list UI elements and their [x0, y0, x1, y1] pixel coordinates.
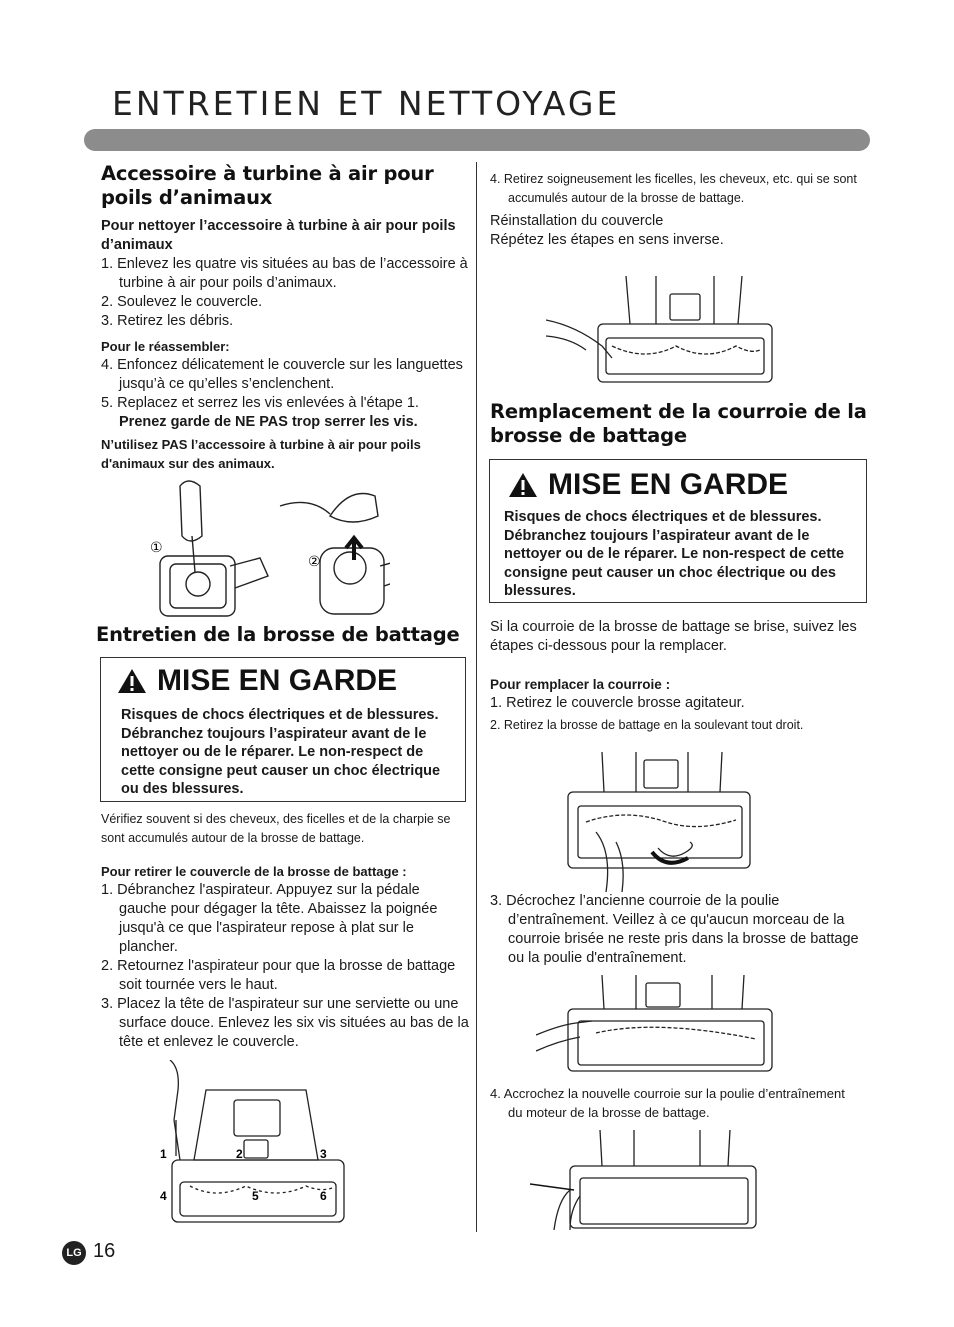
- lg-logo: LG: [62, 1241, 86, 1265]
- turbine-step: 2. Soulevez le couvercle.: [101, 294, 263, 310]
- turbine-heading: Accessoire à turbine à air pour poils d’animaux: [101, 162, 434, 209]
- page-number: 16: [93, 1240, 116, 1262]
- brush-lift-illustration: [566, 752, 756, 892]
- warning-box-right: [489, 459, 867, 603]
- right-step-4: 4. Retirez soigneusement les ficelles, les cheveux, etc. qui se sont accumulés autour de la brosse de battage.: [490, 172, 857, 205]
- belt-step-3: 3. Décrochez l’ancienne courroie de la poulie d’entraînement. Veillez à ce qu'aucun morceau de la courroie brisée ne reste pris dans la brosse de battage ou la poulie d'entraînement.: [490, 893, 859, 966]
- warning-triangle-icon: [508, 472, 538, 498]
- screw-label-1: 1: [160, 1147, 167, 1161]
- screw-label-2: 2: [236, 1147, 243, 1161]
- brush-remove-step: 1. Débranchez l'aspirateur. Appuyez sur la pédale gauche pour dégager la tête. Abaissez la poignée jusqu'à ce que l'aspirateur repose à plat sur le plancher.: [101, 882, 438, 955]
- screw-label-4: 4: [160, 1189, 167, 1203]
- screw-label-5: 5: [252, 1189, 259, 1203]
- belt-step-1: 1. Retirez le couvercle brosse agitateur.: [490, 695, 745, 711]
- screw-label-3: 3: [320, 1147, 327, 1161]
- brush-check-text: Vérifiez souvent si des cheveux, des ficelles et de la charpie se sont accumulés autour de la brosse de battage.: [101, 812, 451, 845]
- warning-text: Risques de chocs électriques et de blessures. Débranchez toujours l’aspirateur avant de le nettoyer ou de le réparer. Le non-respect de cette consigne peut causer un choc électrique ou des blessures.: [504, 509, 845, 599]
- brush-remove-step: 2. Retournez l'aspirateur pour que la brosse de battage soit tournée vers le haut.: [101, 958, 456, 993]
- belt-hook-illustration: [530, 1130, 760, 1230]
- turbine-step: 5. Replacez et serrez les vis enlevées à l'étape 1.: [101, 395, 419, 411]
- belt-heading: Remplacement de la courroie de la brosse de battage: [490, 400, 867, 447]
- column-divider: [476, 162, 477, 1232]
- title-bar: [84, 129, 870, 151]
- brush-remove-step: 3. Placez la tête de l'aspirateur sur une serviette ou une surface douce. Enlevez les six vis situées au bas de la tête et enlevez le couvercle.: [101, 996, 469, 1050]
- turbine-notice: N’utilisez PAS l’accessoire à turbine à air pour poils d'animaux sur des animaux.: [101, 437, 421, 471]
- turbine-step: 1. Enlevez les quatre vis situées au bas de l’accessoire à turbine à air pour poils d’animaux.: [101, 256, 468, 291]
- brush-heading: Entretien de la brosse de battage: [96, 623, 460, 646]
- belt-replace-title: Pour remplacer la courroie :: [490, 677, 671, 692]
- reinstall-title: Réinstallation du couvercle: [490, 213, 664, 229]
- belt-step-2: 2. Retirez la brosse de battage en la soulevant tout droit.: [490, 718, 804, 732]
- warning-header: [117, 664, 465, 698]
- figure-label-1: ①: [150, 540, 163, 556]
- turbine-step: 4. Enfoncez délicatement le couvercle sur les languettes jusqu’à ce qu’elles s’enclenchent.: [101, 357, 463, 392]
- warning-header: [508, 468, 866, 502]
- belt-unhook-illustration: [536, 975, 776, 1075]
- turbine-illustration: [140, 476, 390, 622]
- warning-box-left: [100, 657, 466, 802]
- warning-title: MISE EN GARDE: [548, 468, 789, 501]
- turbine-clean-title: Pour nettoyer l’accessoire à turbine à air pour poils d’animaux: [101, 218, 456, 253]
- brush-remove-title: Pour retirer le couvercle de la brosse de battage :: [101, 864, 407, 879]
- reinstall-text: Répétez les étapes en sens inverse.: [490, 232, 724, 248]
- warning-triangle-icon: [117, 668, 147, 694]
- figure-label-2: ②: [308, 554, 321, 570]
- belt-step-4: 4. Accrochez la nouvelle courroie sur la poulie d’entraînement du moteur de la brosse de battage.: [490, 1086, 845, 1120]
- belt-replace-section: [490, 675, 865, 735]
- warning-title: MISE EN GARDE: [157, 664, 398, 697]
- belt-intro: Si la courroie de la brosse de battage se brise, suivez les étapes ci-dessous pour la remplacer.: [490, 619, 857, 654]
- turbine-reassemble-title: Pour le réassembler:: [101, 339, 230, 354]
- warning-text: Risques de chocs électriques et de blessures. Débranchez toujours l’aspirateur avant de le nettoyer ou de le réparer. Le non-respect de cette consigne peut causer un choc électrique ou des blessures.: [121, 707, 441, 797]
- screw-label-6: 6: [320, 1189, 327, 1203]
- turbine-step: 3. Retirez les débris.: [101, 313, 234, 329]
- turbine-warning-bold: Prenez garde de NE PAS trop serrer les vis.: [119, 414, 418, 430]
- brush-cleaning-illustration: [546, 276, 776, 386]
- reinstall-section: [490, 212, 860, 250]
- brush-cover-illustration: [156, 1060, 356, 1230]
- brush-remove-instructions: [101, 862, 471, 1052]
- page-title: ENTRETIEN ET NETTOYAGE: [112, 84, 621, 123]
- turbine-instructions: [101, 217, 471, 473]
